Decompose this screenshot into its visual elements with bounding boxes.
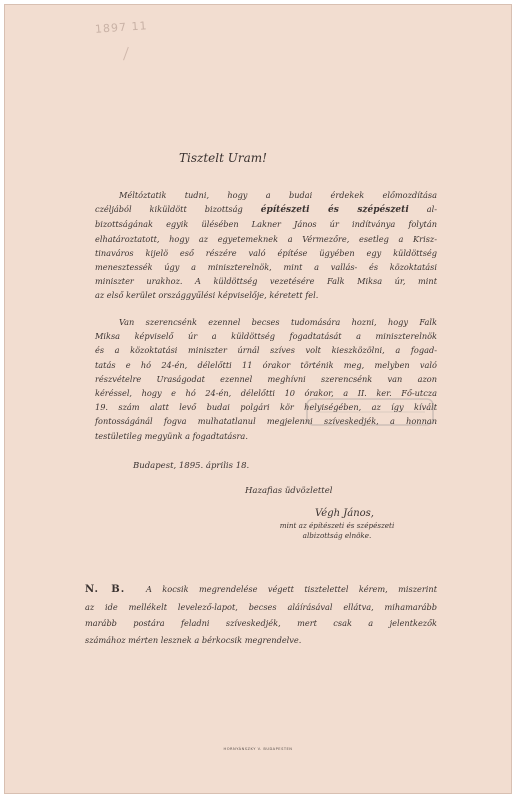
pencil-mark [123,47,142,65]
salutation: Tisztelt Uram! [179,151,267,165]
paragraph-1 [95,188,437,303]
paragraph-line: tatás e hó 24-én, délelőtti 11 órakor történik meg, melyben való [95,359,437,370]
paragraph-line: menesztessék úgy a miniszterelnök, mint a vallás- és közoktatási [95,262,437,273]
letter-sheet [4,4,512,794]
paragraph-line: részvételre Uraságodat ezennel meghívni szerencsénk van azon [95,373,437,384]
paragraph-text: al- [426,204,438,215]
faded-stamp [305,397,435,427]
nota-bene-text: A kocsik megrendelése végett tisztelettel kérem, miszerint [146,584,437,594]
paragraph-line: kéréssel, hogy e hó 24-én, délelőtti 10 órakor, a II. ker. Fő-utcza [95,388,437,399]
paragraph-line: elhatároztatott, hogy az egyetemeknek a Vérmezőre, esetleg a Krisz- [95,233,437,244]
printer-imprint: HORNYÁNSZKY V. BUDAPESTEN [223,747,293,751]
paragraph-line: miniszter urakhoz. A küldöttség vezetésére Falk Miksa úr, mint [95,276,437,287]
paragraph-line: testületileg megyünk a fogadtatásra. [95,430,248,441]
signer-role-line: albizottság elnöke. [302,531,372,540]
paragraph-line: 19. szám alatt levő budai polgári kör helyiségében, az így kívált [95,402,437,413]
paragraph-text: czéljából kiküldött bizottság [95,204,243,215]
signer-role-line: mint az építészeti és szépészeti [279,521,395,530]
paragraph-line: fontosságánál fogva mulhatatlanul megjelenni szíveskedjék, a honnan [95,416,437,427]
date-line: Budapest, 1895. április 18. [133,461,250,471]
bold-phrase: építészeti és szépészeti [260,205,409,216]
nota-bene-label: N. B. [85,584,126,595]
greeting: Hazafias üdvözlettel [245,486,333,496]
paragraph-line: Méltóztatik tudni, hogy a budai érdekek előmozdítása [119,190,437,200]
nota-bene-line: az ide mellékelt levelező-lapot, becses aláírásával ellátva, mihamarább [85,601,437,612]
signer-name: Végh János, [315,508,374,519]
paragraph-line [95,202,437,217]
nota-bene-line: marább postára feladni szíveskedjék, mert csak a jelentkezők [85,618,437,628]
paragraph-line: Miksa képviselő úr a küldöttség fogadtatását a miniszterelnök [95,331,437,342]
paragraph-line: és a közoktatási miniszter úrnál szíves volt kieszközölni, a fogad- [95,345,437,356]
nota-bene-line [85,581,437,599]
signer-role [277,521,397,541]
paragraph-line: tinaváros kijelö eső részére való építése ügyében egy küldöttség [95,247,437,258]
pencil-note: 1897 11 [94,19,148,36]
nota-bene-line: számához mérten lesznek a bérkocsik megrendelve. [85,634,302,645]
paragraph-line: bizottságának egyik ülésében Lakner János úr indítványa folytán [95,219,437,230]
paragraph-line: az első kerület országgyűlési képviselője, kéretett fel. [95,290,319,301]
paragraph-line: Van szerencsénk ezennel becses tudomására hozni, hogy Falk [119,317,437,327]
nota-bene [85,581,437,648]
